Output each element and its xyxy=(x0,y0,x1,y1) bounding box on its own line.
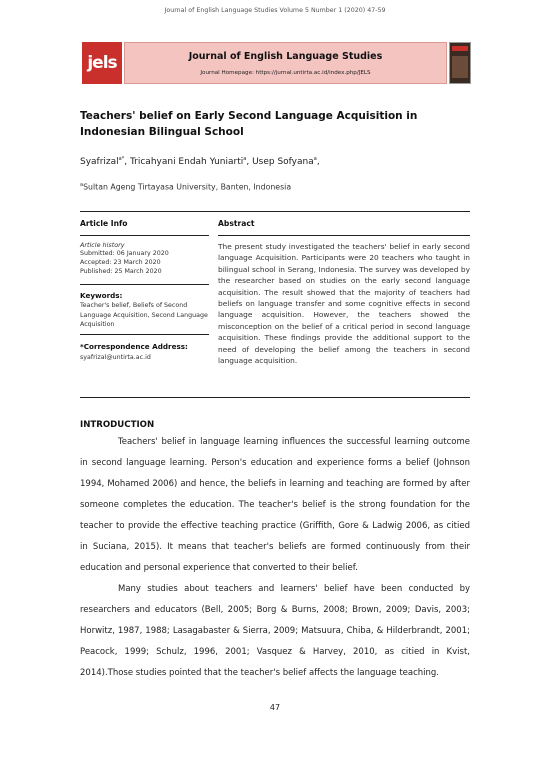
article-history-label: Article history xyxy=(80,241,125,249)
keywords-label: Keywords: xyxy=(80,291,123,300)
paragraph: Teachers' belief in language learning influences the successful learning outcome in second language learning. Person's education and experience forms a belief (Johnson 1994, Mohamed 2006) and hence, the beliefs in learning and teaching are formed by after someone completes the education. The teacher's belief is the strong foundation for the teacher to provide the effective teaching practice (Griffith, Gore & Ladwig 2006, as citied in Suciana, 2015). It means that teacher's beliefs are formed continuously from their education and personal experience that converted to their belief. xyxy=(80,437,470,573)
journal-homepage[interactable]: Journal Homepage: https://jurnal.untirta.ac.id/index.php/JELS xyxy=(200,70,371,76)
divider xyxy=(80,235,209,236)
author-sup: a xyxy=(243,156,247,162)
article-title: Teachers' belief on Early Second Language Acquisition in Indonesian Bilingual School xyxy=(80,110,418,138)
author-name: Usep Sofyana xyxy=(252,157,314,167)
author-list xyxy=(80,156,320,167)
correspondence-email[interactable]: syafrizal@untirta.ac.id xyxy=(80,354,151,361)
paragraph: Many studies about teachers and learners' belief have been conducted by researchers and educators (Bell, 2005; Borg & Burns, 2008; Brown, 2009; Davis, 2003; Horwitz, 1987, 1988; Lasagabaster & Sierra, 2009; Matsuura, Chiba, & Hilderbrandt, 2001; Peacock, 1999; Schulz, 1996, 2001; Vasquez & Harvey, 2010, as citied in Kvist, 2014).Those studies pointed that the teacher's belief affects the language teaching. xyxy=(80,584,470,678)
author-sup: a xyxy=(313,156,317,162)
author-separator: , xyxy=(124,157,130,167)
abstract-text: The present study investigated the teachers' belief in early second language Acquisition. Participants were 20 teachers who taught in bilingual school in Serang, Indonesia. The survey was developed by the researcher based on studies on the early second language acquisition. The result showed that the majority of teachers had beliefs on language transfer and some cognitive effects in second language acquisition. However, the teachers showed the misconception on the belief of a critical period in second language acquisition. These findings provide the additional support to the need of developing the belief among the teachers in second language acquisition. xyxy=(218,242,470,366)
abstract-heading: Abstract xyxy=(218,219,255,228)
accepted-date: Accepted: 23 March 2020 xyxy=(80,259,161,266)
author-name: Syafrizal xyxy=(80,157,119,167)
author-separator: , xyxy=(246,157,253,167)
page-number: 47 xyxy=(269,703,281,712)
divider xyxy=(80,211,470,212)
jels-logo: jels xyxy=(82,42,122,84)
running-head: Journal of English Language Studies Volume 5 Number 1 (2020) 47-59 xyxy=(164,7,386,14)
published-date: Published: 25 March 2020 xyxy=(80,268,162,275)
journal-banner xyxy=(82,42,470,84)
divider xyxy=(80,397,470,398)
journal-cover-thumbnail xyxy=(449,42,471,84)
submitted-date: Submitted: 06 January 2020 xyxy=(80,250,169,257)
divider xyxy=(80,334,209,335)
introduction-body xyxy=(80,432,470,684)
author-name: Tricahyani Endah Yuniarti xyxy=(129,157,244,167)
author-separator: , xyxy=(316,157,320,167)
author-sup: a* xyxy=(118,156,125,162)
correspondence-label: *Correspondence Address: xyxy=(80,342,188,351)
keywords-text: Teacher's belief, Beliefs of Second Language Acquisition, Second Language Acquisition xyxy=(80,302,208,329)
divider xyxy=(218,235,470,236)
journal-title-band xyxy=(124,42,447,84)
section-heading: INTRODUCTION xyxy=(80,420,155,430)
journal-name: Journal of English Language Studies xyxy=(188,51,383,62)
affiliation-text: Sultan Ageng Tirtayasa University, Banten, Indonesia xyxy=(83,182,292,192)
article-info-heading: Article Info xyxy=(80,219,128,228)
affiliation xyxy=(80,182,291,192)
affiliation-sup: a xyxy=(80,182,84,188)
divider xyxy=(80,284,209,285)
